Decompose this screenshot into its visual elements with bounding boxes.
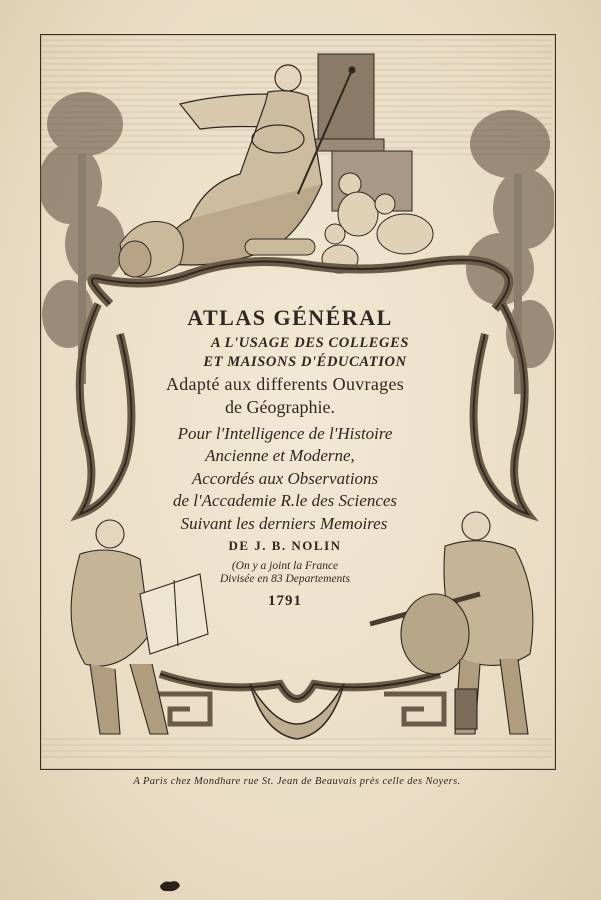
- ink-stain-mark: [156, 878, 184, 894]
- ground-hatching: [42, 739, 552, 757]
- line-geography: de Géographie.: [225, 397, 335, 417]
- line-ancient-modern: Ancienne et Moderne,: [205, 446, 355, 465]
- line-observations: Accordés aux Observations: [191, 469, 379, 488]
- note-france: (On y a joint la France: [231, 560, 339, 572]
- line-adapted: Adapté aux differents Ouvrages: [165, 374, 405, 394]
- line-history: Pour l'Intelligence de l'Histoire: [177, 424, 393, 443]
- publisher-imprint: A Paris chez Mondhare rue St. Jean de Beauvais près celle des Noyers.: [133, 776, 461, 787]
- line-memoirs: Suivant les derniers Memoires: [180, 514, 388, 533]
- atlas-title: ATLAS GÉNÉRAL: [187, 305, 393, 330]
- subtitle-colleges: A L'USAGE DES COLLEGES: [210, 335, 410, 351]
- publication-year: 1791: [268, 593, 302, 609]
- line-academy: de l'Accademie R.le des Sciences: [172, 491, 398, 510]
- author-line: DE J. B. NOLIN: [228, 538, 342, 553]
- note-departments: Divisée en 83 Departements: [220, 573, 350, 585]
- title-cartouche-text: [100, 305, 500, 610]
- subtitle-education: ET MAISONS D'ÉDUCATION: [203, 354, 407, 370]
